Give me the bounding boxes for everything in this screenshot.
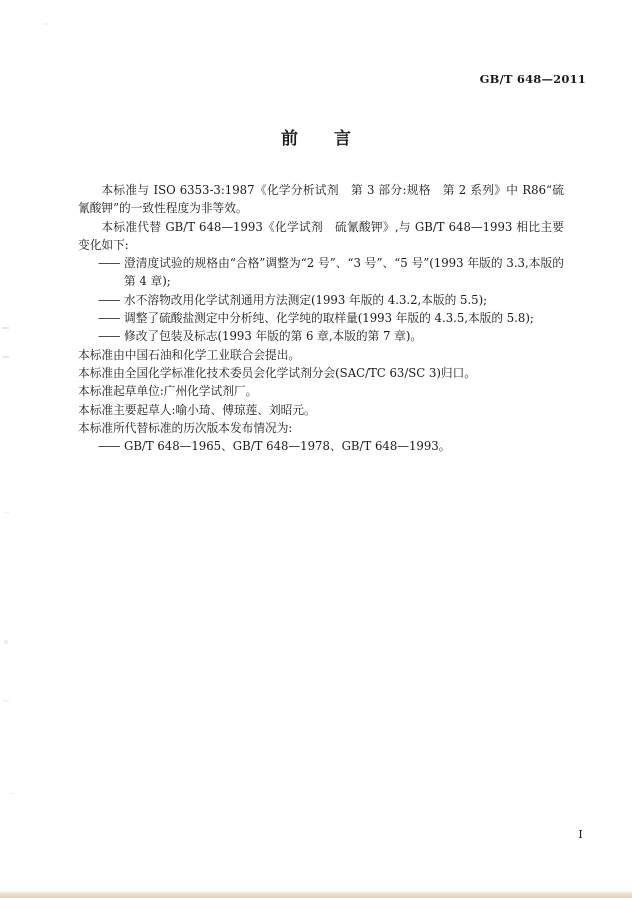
foreword-body <box>78 181 564 455</box>
em-dash-marker: —— <box>98 311 120 326</box>
scan-artifact <box>3 356 9 358</box>
scan-artifact <box>5 512 10 513</box>
change-list-item <box>78 327 564 345</box>
foreword-paragraph: 本标准代替 GB/T 648—1993《化学试剂 硫氰酸钾》,与 GB/T 648—1993 相比主要变化如下: <box>78 219 564 252</box>
foreword-statement: 本标准起草单位:广州化学试剂厂。 <box>78 384 258 399</box>
change-list-item <box>78 291 564 309</box>
change-list-item <box>78 309 564 327</box>
change-list-item-text: 水不溶物改用化学试剂通用方法测定(1993 年版的 4.3.2,本版的 5.5); <box>124 292 488 307</box>
foreword-paragraph: 本标准与 ISO 6353-3:1987《化学分析试剂 第 3 部分:规格 第 2 系列》中 R86“硫氰酸钾”的一致性程度为非等效。 <box>78 183 564 216</box>
running-header-standard-number: GB/T 648—2011 <box>479 72 586 86</box>
page-number: I <box>578 828 583 841</box>
scan-artifact <box>4 640 8 644</box>
scan-edge-strip <box>0 890 632 898</box>
foreword-statement: 本标准由中国石油和化学工业联合会提出。 <box>78 347 301 362</box>
change-list-item-text: 澄清度试验的规格由“合格”调整为“2 号”、“3 号”、“5 号”(1993 年版的 3.3,本版的第 4 章); <box>124 256 564 289</box>
em-dash-marker: —— <box>98 292 120 307</box>
change-list-item <box>78 254 564 291</box>
foreword-statement: 本标准由全国化学标准化技术委员会化学试剂分会(SAC/TC 63/SC 3)归口。 <box>78 365 476 380</box>
scan-artifact <box>43 23 48 25</box>
superseded-version-text: GB/T 648—1965、GB/T 648—1978、GB/T 648—1993。 <box>124 439 451 454</box>
foreword-statement: 本标准所代替标准的历次版本发布情况为: <box>78 420 293 435</box>
change-list-item-text: 调整了硫酸盐测定中分析纯、化学纯的取样量(1993 年版的 4.3.5,本版的 5.8); <box>124 311 534 326</box>
scan-artifact <box>2 700 9 702</box>
foreword-statement: 本标准主要起草人:喻小琦、傅琼莲、刘昭元。 <box>78 402 316 417</box>
superseded-version-item <box>78 437 564 455</box>
em-dash-marker: —— <box>98 439 120 454</box>
scan-artifact <box>2 327 9 329</box>
em-dash-marker: —— <box>98 256 120 271</box>
page-title: 前 言 <box>281 129 366 149</box>
em-dash-marker: —— <box>98 329 120 344</box>
change-list-item-text: 修改了包装及标志(1993 年版的第 6 章,本版的第 7 章)。 <box>124 329 423 344</box>
scan-artifact <box>9 793 15 794</box>
